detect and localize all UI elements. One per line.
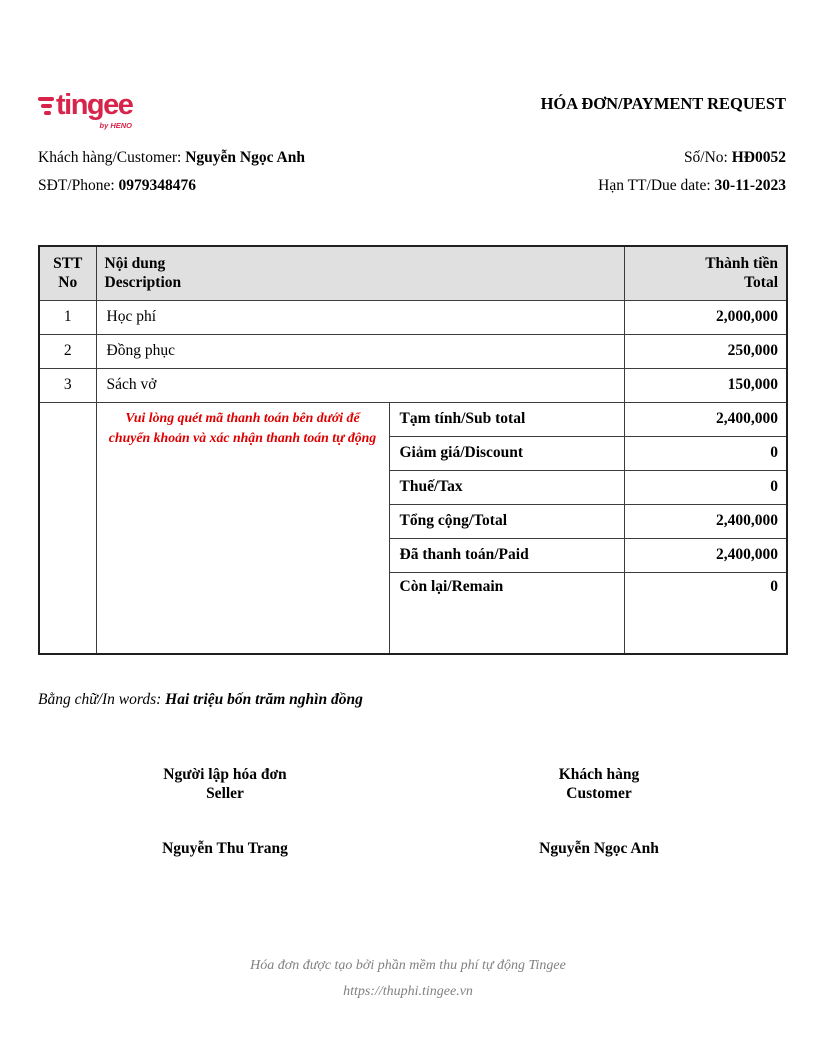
summary-value: 2,400,000 xyxy=(624,402,787,436)
due-date-label: Hạn TT/Due date: xyxy=(598,177,715,194)
summary-label: Giảm giá/Discount xyxy=(389,436,624,470)
item-amount: 150,000 xyxy=(624,368,787,402)
invoice-no-line xyxy=(541,148,786,168)
invoice-table xyxy=(38,245,788,655)
customer-signature-block xyxy=(412,765,786,858)
summary-value: 0 xyxy=(624,436,787,470)
speed-lines-icon xyxy=(38,97,54,115)
logo-wordmark: tingee xyxy=(56,89,133,121)
col-header-amount: Thành tiền Total xyxy=(624,246,787,300)
seller-title-en: Seller xyxy=(206,785,244,802)
item-stt: 1 xyxy=(39,300,96,334)
item-description: Đồng phục xyxy=(96,334,624,368)
customer-label: Khách hàng/Customer: xyxy=(38,149,186,166)
customer-name: Nguyễn Ngọc Anh xyxy=(185,149,305,166)
phone-value: 0979348476 xyxy=(118,177,197,194)
footer-url: https://thuphi.tingee.vn xyxy=(343,984,473,999)
col-header-description: Nội dung Description xyxy=(96,246,624,300)
due-date-value: 30-11-2023 xyxy=(714,177,786,194)
signature-section xyxy=(38,765,786,858)
item-description: Sách vở xyxy=(96,368,624,402)
customer-title-vi: Khách hàng xyxy=(558,766,640,783)
summary-label: Còn lại/Remain xyxy=(389,572,624,654)
summary-label: Thuế/Tax xyxy=(389,470,624,504)
phone-line xyxy=(38,176,541,196)
seller-signature-block xyxy=(38,765,412,858)
page-footer xyxy=(0,953,816,1005)
summary-value: 2,400,000 xyxy=(624,504,787,538)
customer-line xyxy=(38,148,541,168)
table-row xyxy=(39,368,787,402)
invoice-no-label: Số/No: xyxy=(683,149,732,166)
item-stt: 3 xyxy=(39,368,96,402)
due-date-line xyxy=(541,176,786,196)
item-amount: 2,000,000 xyxy=(624,300,787,334)
invoice-no-value: HĐ0052 xyxy=(731,149,786,166)
summary-value: 0 xyxy=(624,572,787,654)
amount-in-words xyxy=(38,691,786,709)
customer-signature-name: Nguyễn Ngọc Anh xyxy=(539,840,659,857)
item-amount: 250,000 xyxy=(624,334,787,368)
summary-row xyxy=(39,402,787,436)
phone-label: SĐT/Phone: xyxy=(38,177,119,194)
col-header-stt: STT No xyxy=(39,246,96,300)
document-title: HÓA ĐƠN/PAYMENT REQUEST xyxy=(540,94,786,113)
item-description: Học phí xyxy=(96,300,624,334)
table-row xyxy=(39,334,787,368)
footer-generated-text: Hóa đơn được tạo bởi phần mềm thu phí tự động Tingee xyxy=(250,958,566,973)
logo-byline: by HENO xyxy=(99,121,132,130)
summary-value: 0 xyxy=(624,470,787,504)
invoice-header xyxy=(38,88,786,196)
summary-label: Tạm tính/Sub total xyxy=(389,402,624,436)
tingee-logo xyxy=(38,90,138,130)
table-row xyxy=(39,300,787,334)
summary-value: 2,400,000 xyxy=(624,538,787,572)
in-words-value: Hai triệu bốn trăm nghìn đồng xyxy=(165,691,363,708)
seller-name: Nguyễn Thu Trang xyxy=(162,840,288,857)
item-stt: 2 xyxy=(39,334,96,368)
seller-title-vi: Người lập hóa đơn xyxy=(163,766,287,783)
summary-label: Đã thanh toán/Paid xyxy=(389,538,624,572)
empty-stt-cell xyxy=(39,402,96,654)
customer-title-en: Customer xyxy=(566,785,632,802)
in-words-label: Bằng chữ/In words: xyxy=(38,691,166,708)
payment-note: Vui lòng quét mã thanh toán bên dưới để chuyển khoản và xác nhận thanh toán tự động xyxy=(96,402,389,654)
summary-label: Tổng cộng/Total xyxy=(389,504,624,538)
table-header-row xyxy=(39,246,787,300)
